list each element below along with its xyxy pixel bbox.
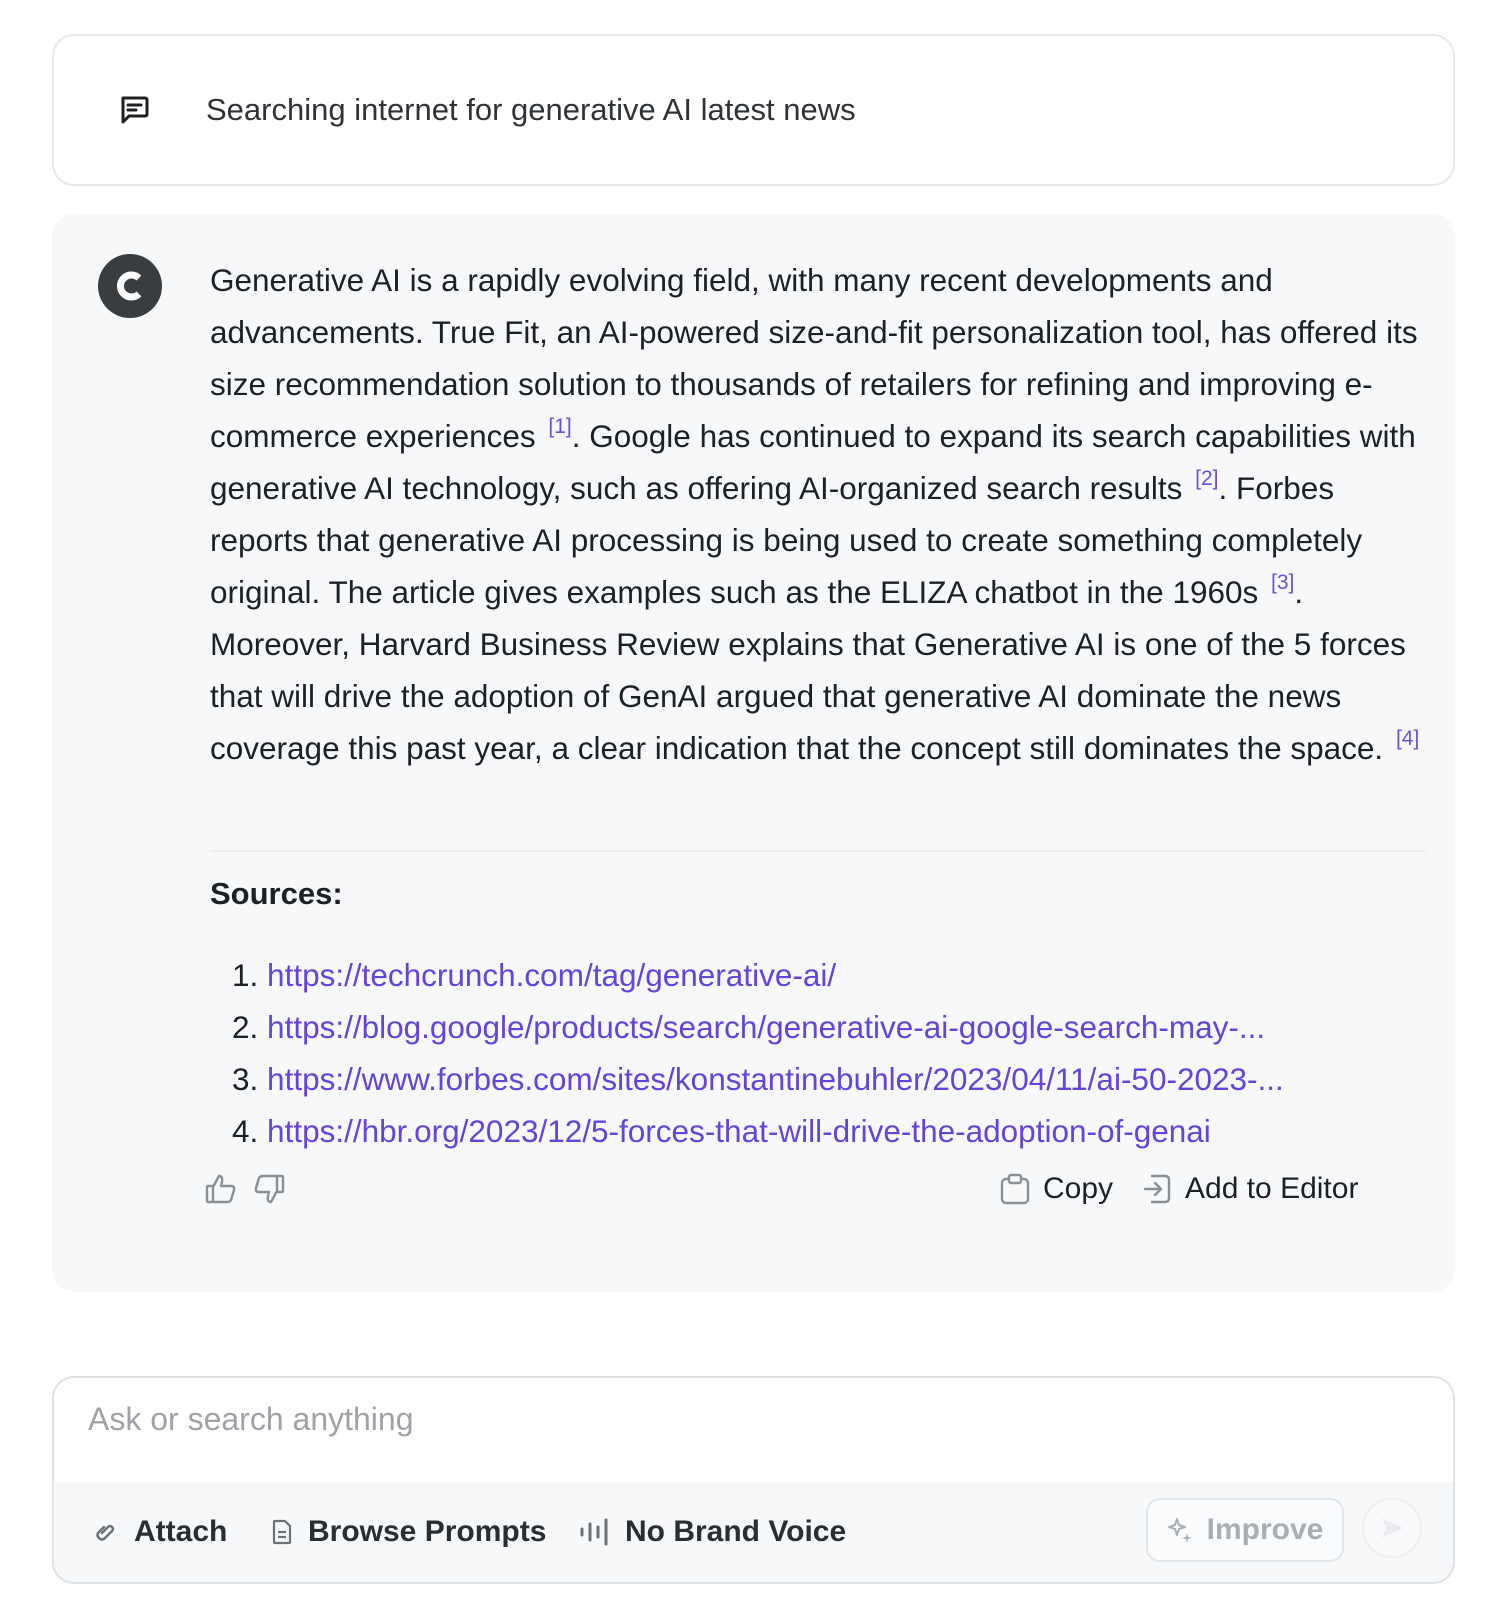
answer-text (210, 254, 1426, 774)
clipboard-icon (999, 1172, 1031, 1206)
improve-button[interactable] (1146, 1498, 1344, 1562)
add-to-editor-icon (1141, 1172, 1173, 1206)
citation-4[interactable]: [4] (1395, 727, 1420, 750)
source-link-3[interactable]: https://www.forbes.com/sites/konstantinebuhler/2023/04/11/ai-50-2023-... (267, 1061, 1284, 1097)
thumbs-up-icon[interactable] (204, 1172, 238, 1206)
source-number: 2. (232, 1009, 259, 1045)
voice-wave-icon (579, 1517, 611, 1547)
answer-paragraph (210, 254, 1426, 774)
brand-voice-button[interactable] (579, 1510, 846, 1554)
source-item (232, 1053, 1432, 1105)
source-item (232, 1105, 1432, 1157)
sparkle-icon (1167, 1516, 1195, 1544)
citation-2[interactable]: [2] (1195, 467, 1219, 490)
source-number: 4. (232, 1113, 259, 1149)
source-number: 1. (232, 957, 259, 993)
answer-card (52, 214, 1455, 1292)
answer-action-bar (204, 1164, 1424, 1214)
assistant-avatar (98, 254, 162, 318)
sources-list (232, 949, 1432, 1157)
attach-button[interactable] (92, 1510, 227, 1554)
add-to-editor-label: Add to Editor (1185, 1172, 1359, 1205)
divider (210, 850, 1426, 852)
attach-label: Attach (134, 1515, 228, 1548)
chat-bubble-icon (117, 93, 151, 127)
send-arrow-icon (1379, 1515, 1405, 1541)
answer-segment-4: . Moreover, Harvard Business Review explains that Generative AI is one of the 5 forces that will drive the adoption of GenAI argued that generative AI dominate the news coverage this past year, a clear indication that the concept still dominates the space. (210, 574, 1406, 766)
thumbs-down-icon[interactable] (252, 1172, 286, 1206)
copy-button[interactable] (999, 1164, 1113, 1214)
source-item (232, 1001, 1432, 1053)
brand-voice-label: No Brand Voice (625, 1515, 847, 1548)
query-card (52, 34, 1455, 186)
document-icon (270, 1518, 294, 1546)
paperclip-icon (92, 1518, 120, 1546)
source-link-1[interactable]: https://techcrunch.com/tag/generative-ai/ (267, 957, 837, 993)
query-text: Searching internet for generative AI latest news (206, 92, 856, 127)
sources-title: Sources: (210, 876, 343, 911)
answer-segment-2: . Google has continued to expand its search capabilities with generative AI technology, such as offering AI-organized search results (210, 418, 1416, 506)
citation-3[interactable]: [3] (1271, 571, 1295, 594)
source-link-4[interactable]: https://hbr.org/2023/12/5-forces-that-will-drive-the-adoption-of-genai (267, 1113, 1211, 1149)
composer-toolbar (54, 1482, 1453, 1584)
send-button[interactable] (1362, 1498, 1422, 1558)
improve-label: Improve (1206, 1513, 1324, 1546)
answer-segment-3: . Forbes reports that generative AI processing is being used to create something completely original. The article gives examples such as the ELIZA chatbot in the 1960s (210, 470, 1363, 610)
browse-prompts-button[interactable] (270, 1510, 546, 1554)
copy-label: Copy (1043, 1172, 1114, 1205)
composer (52, 1376, 1455, 1584)
copilot-c-icon (110, 266, 150, 306)
add-to-editor-button[interactable] (1141, 1164, 1358, 1214)
source-number: 3. (232, 1061, 259, 1097)
browse-prompts-label: Browse Prompts (308, 1515, 547, 1548)
answer-segment-1: Generative AI is a rapidly evolving field, with many recent developments and advancements. True Fit, an AI-powered size-and-fit personalization tool, has offered its size recommendation solution to thousands of retailers for refining and improving e-commerce experiences (210, 262, 1418, 454)
search-input[interactable] (86, 1396, 1420, 1442)
source-item (232, 949, 1432, 1001)
source-link-2[interactable]: https://blog.google/products/search/generative-ai-google-search-may-... (267, 1009, 1266, 1045)
citation-1[interactable]: [1] (548, 415, 572, 438)
